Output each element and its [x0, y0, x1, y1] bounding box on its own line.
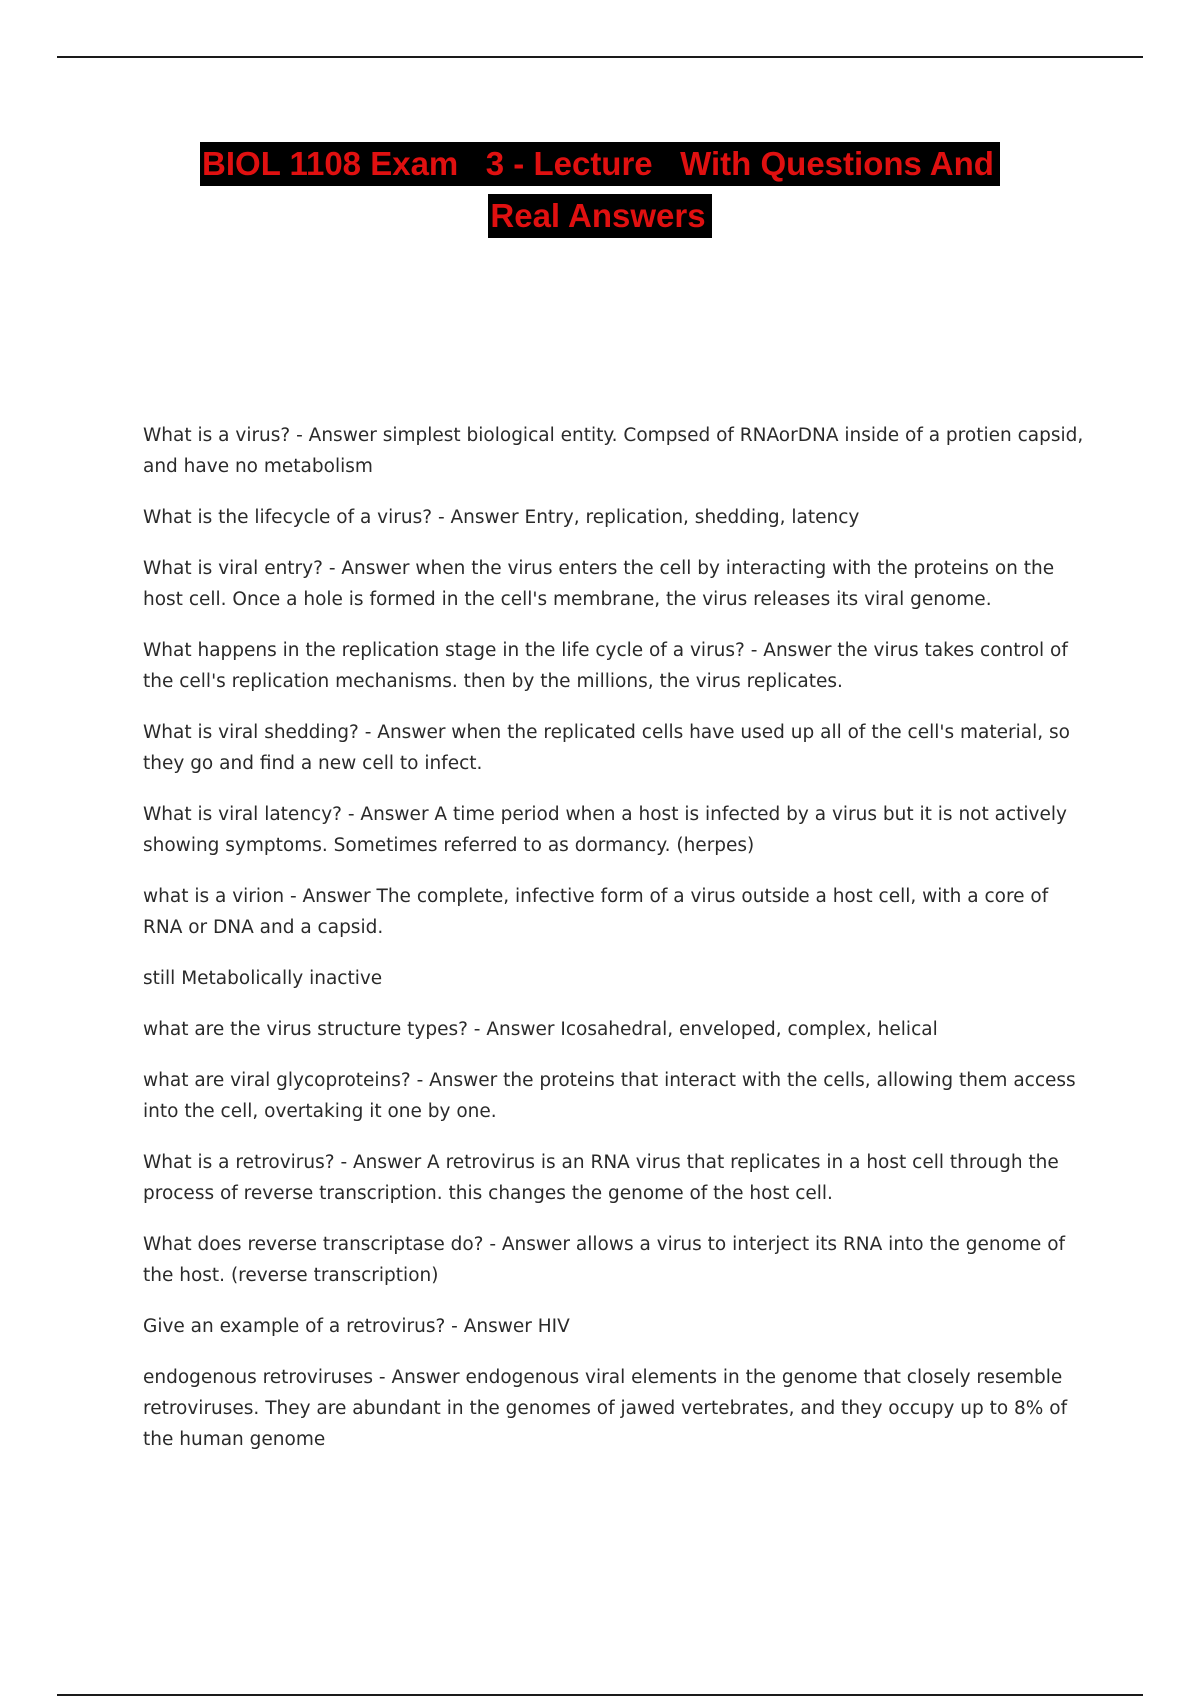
title-line-1: BIOL 1108 Exam 3 - Lecture With Questions And [200, 142, 1000, 186]
qa-entry: What is viral shedding? - Answer when the replicated cells have used up all of the cell's material, so they go and find a new cell to infect. [143, 722, 1070, 774]
document-title [0, 142, 1200, 246]
qa-entry: What is a retrovirus? - Answer A retrovirus is an RNA virus that replicates in a host cell through the process of reverse transcription. this changes the genome of the host cell. [143, 1152, 1059, 1204]
qa-entry: endogenous retroviruses - Answer endogenous viral elements in the genome that closely resemble retroviruses. They are abundant in the genomes of jawed vertebrates, and they occupy up to 8% of the human genome [143, 1367, 1068, 1450]
title-line-2: Real Answers [488, 194, 711, 238]
document-body [143, 420, 1093, 1475]
qa-entry: What is viral entry? - Answer when the virus enters the cell by interacting with the proteins on the host cell. Once a hole is formed in the cell's membrane, the virus releases its viral genome. [143, 558, 1055, 610]
qa-entry: What is a virus? - Answer simplest biological entity. Compsed of RNAorDNA inside of a protien capsid, and have no metabolism [143, 425, 1084, 477]
qa-entry: what are the virus structure types? - Answer Icosahedral, enveloped, complex, helical [143, 1019, 938, 1040]
bottom-rule [57, 1694, 1143, 1696]
top-rule [57, 56, 1143, 58]
qa-entry: What is viral latency? - Answer A time period when a host is infected by a virus but it is not actively showing symptoms. Sometimes referred to as dormancy. (herpes) [143, 804, 1067, 856]
qa-entry: what is a virion - Answer The complete, infective form of a virus outside a host cell, with a core of RNA or DNA and a capsid. [143, 886, 1049, 938]
qa-entry: What happens in the replication stage in the life cycle of a virus? - Answer the virus takes control of the cell's replication mechanisms. then by the millions, the virus replicates. [143, 640, 1068, 692]
qa-entry: Give an example of a retrovirus? - Answer HIV [143, 1316, 570, 1337]
qa-entry: What is the lifecycle of a virus? - Answer Entry, replication, shedding, latency [143, 507, 860, 528]
qa-entry: what are viral glycoproteins? - Answer the proteins that interact with the cells, allowing them access into the cell, overtaking it one by one. [143, 1070, 1076, 1122]
qa-entry: still Metabolically inactive [143, 968, 383, 989]
qa-entry: What does reverse transcriptase do? - Answer allows a virus to interject its RNA into the genome of the host. (reverse transcription) [143, 1234, 1066, 1286]
